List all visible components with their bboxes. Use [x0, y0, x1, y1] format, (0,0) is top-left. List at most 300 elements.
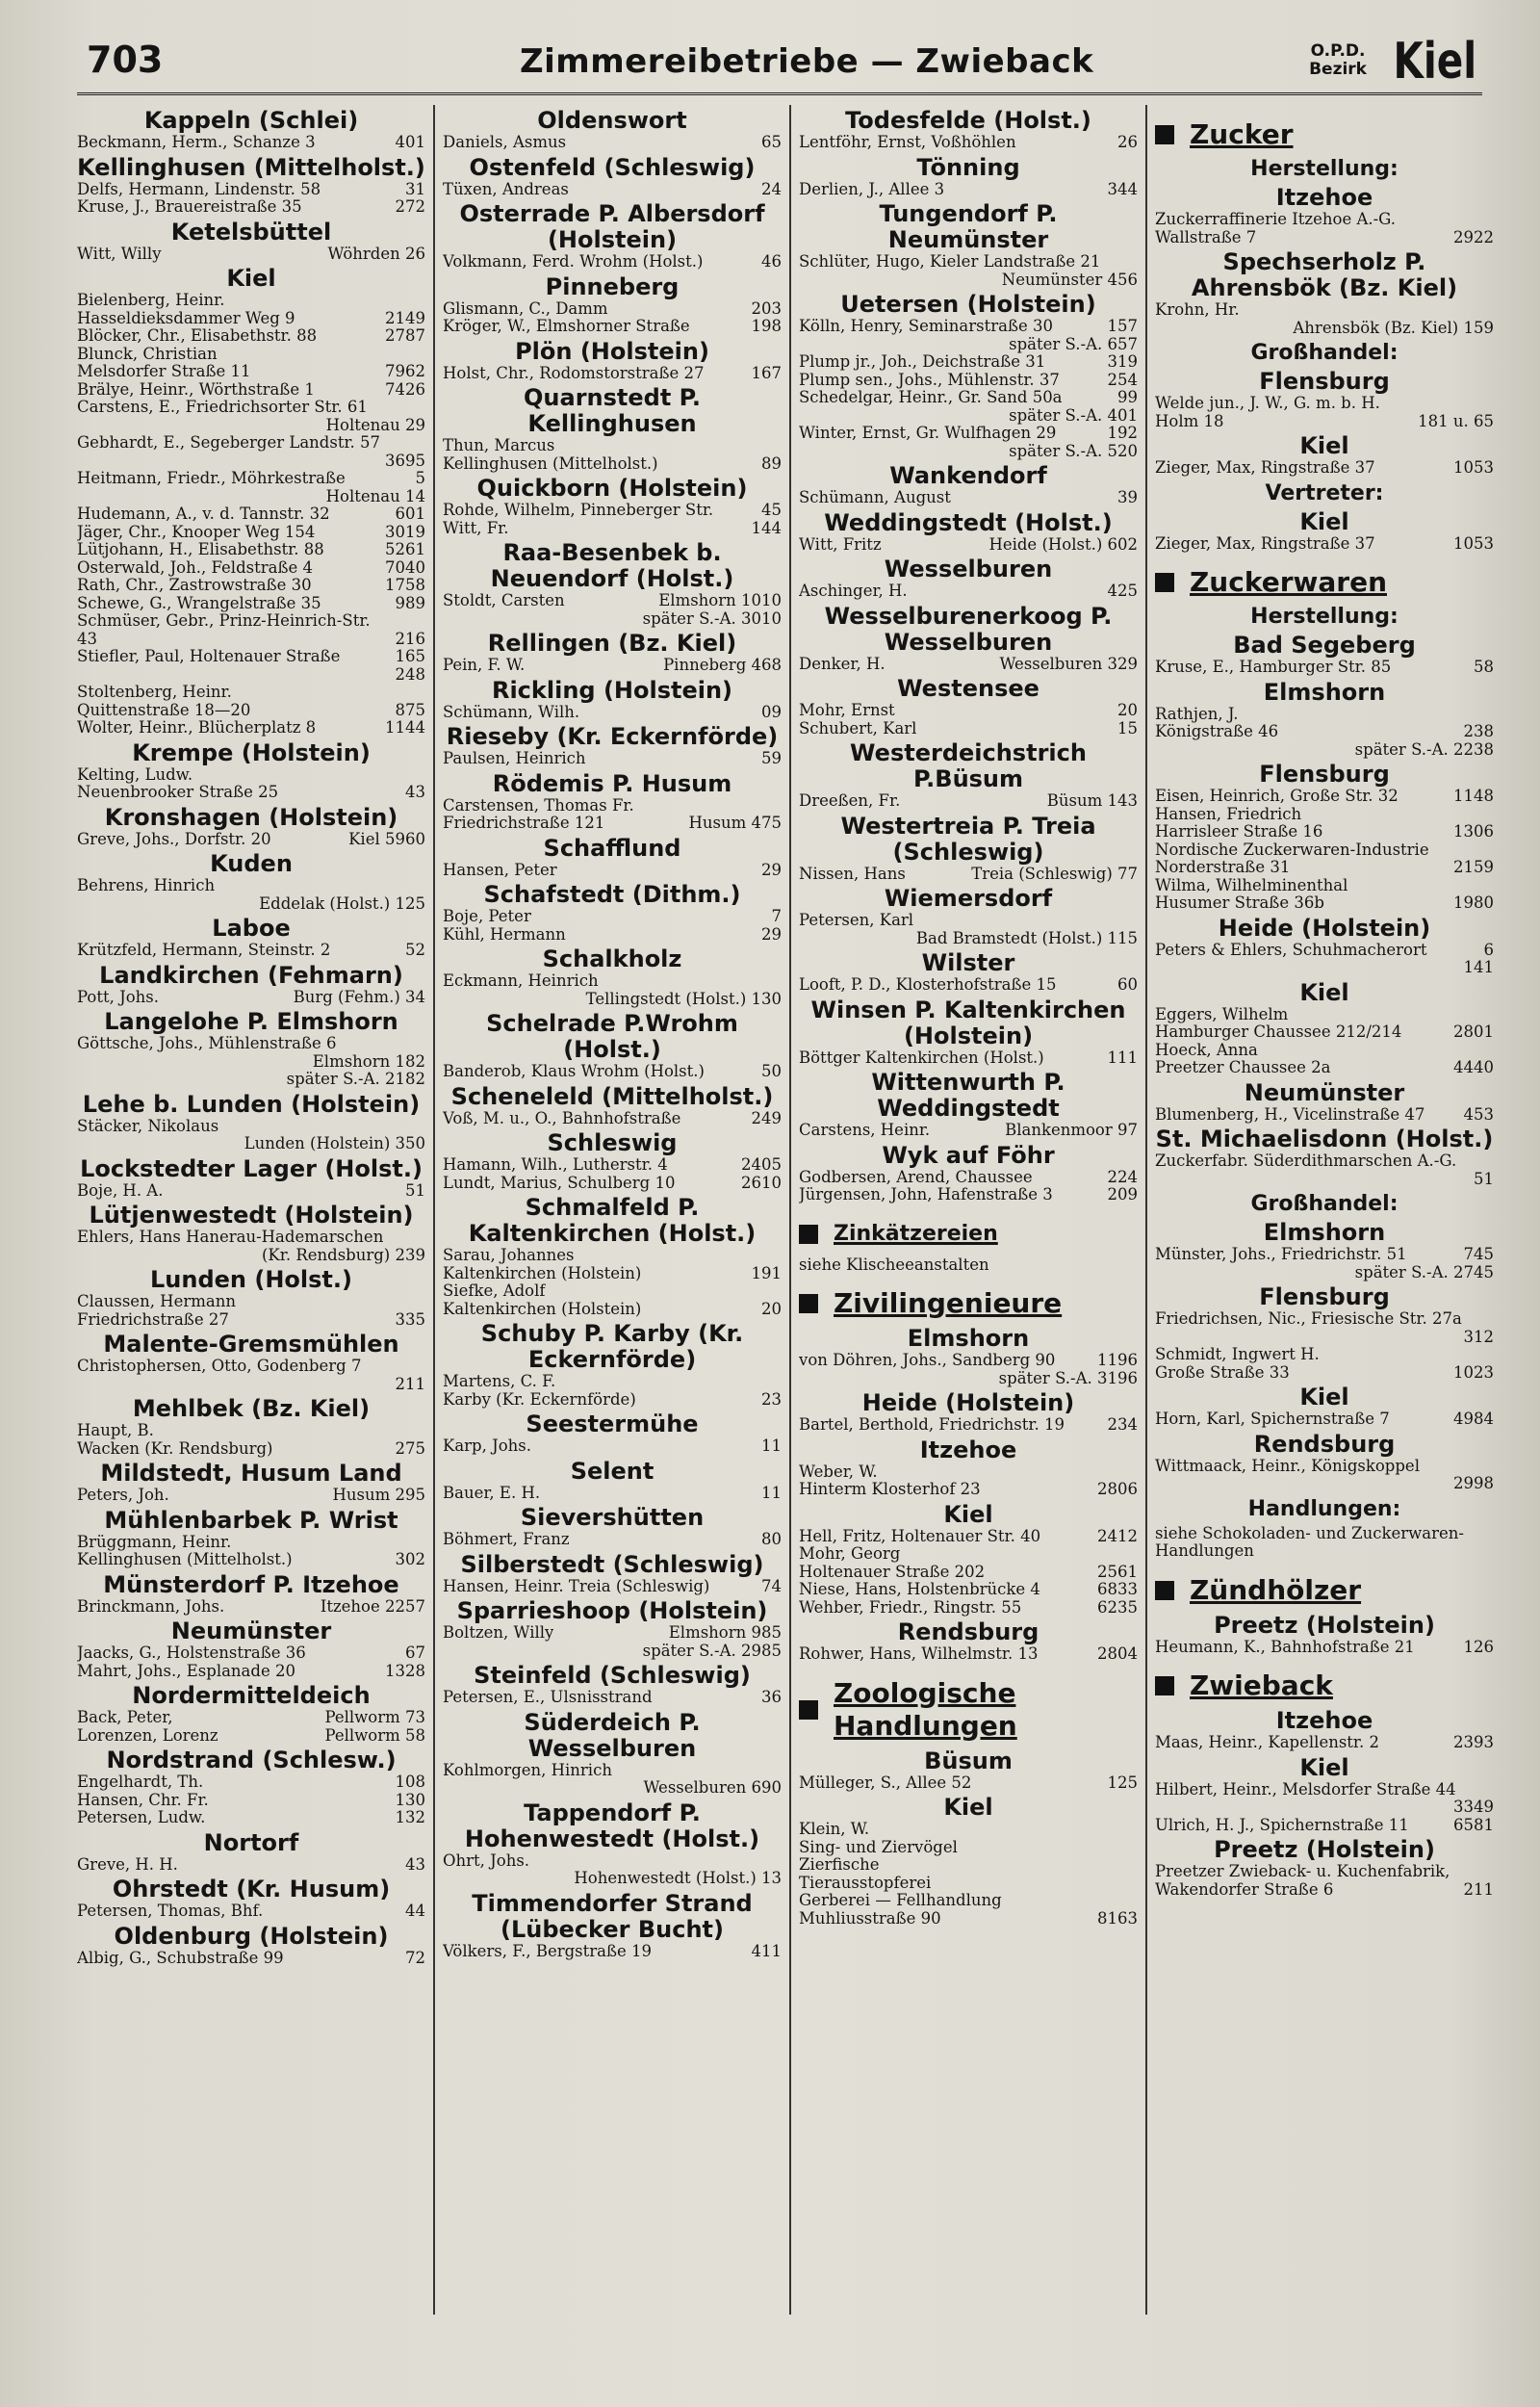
listing-entry: [1155, 706, 1494, 724]
entry-name: Preetzer Zwieback- u. Kuchenfabrik,: [1155, 1863, 1450, 1880]
section-bullet-icon: [799, 1700, 818, 1720]
entry-phone: 191: [751, 1263, 782, 1282]
place-heading: Mehlbek (Bz. Kiel): [132, 1395, 371, 1422]
entry-phone: 89: [761, 453, 782, 473]
entry-name: Weber, W.: [799, 1462, 878, 1481]
entry-name: Nordische Zuckerwaren-Industrie: [1155, 841, 1429, 859]
place-heading: Rieseby (Kr. Eckernförde): [446, 723, 779, 750]
entry-phone: 144: [751, 518, 782, 537]
listing-entry: [77, 1440, 425, 1459]
entry-name: Zieger, Max, Ringstraße 37: [1155, 534, 1375, 553]
entry-name: Ohrt, Johs.: [443, 1851, 530, 1870]
listing-entry: [1155, 823, 1494, 841]
listing-entry: [1155, 211, 1494, 229]
entry-phone: 1980: [1453, 893, 1494, 912]
entry-phone: [778, 437, 782, 455]
listing-entry: [77, 831, 425, 849]
entry-phone: [1134, 1545, 1138, 1564]
entry-phone: Wöhrden 26: [327, 244, 425, 263]
entry-phone: 401: [395, 133, 425, 151]
section-title: Zuckerwaren: [1190, 566, 1387, 598]
entry-phone: [422, 1358, 425, 1376]
entry-name: Eisen, Heinrich, Große Str. 32: [1155, 788, 1399, 805]
entry-phone: [422, 1229, 425, 1247]
entry-name: Wacken (Kr. Rendsburg): [77, 1439, 273, 1458]
entry-phone: [1490, 877, 1494, 895]
entry-name: Melsdorfer Straße 11: [77, 363, 251, 380]
place-heading: Itzehoe: [1275, 1707, 1373, 1734]
place-heading: Mildstedt, Husum Land: [100, 1460, 402, 1487]
place-heading: Laboe: [212, 915, 291, 942]
entry-phone: [1490, 211, 1494, 229]
place-heading: Kuden: [210, 850, 293, 877]
listing-entry: [799, 1856, 1138, 1875]
entry-phone: 1328: [385, 1661, 425, 1680]
entry-phone: [422, 1035, 425, 1053]
entry-phone: [1490, 1152, 1494, 1171]
place-heading: Quarnstedt P. Kellinghusen: [524, 384, 701, 437]
entry-name: Hell, Fritz, Holtenauer Str. 40: [799, 1527, 1041, 1545]
listing-entry: [77, 1487, 425, 1505]
entry-phone: 2806: [1097, 1480, 1138, 1498]
place-heading: Lütjenwestedt (Holstein): [89, 1202, 414, 1229]
listing-entry: [1155, 1475, 1494, 1493]
listing-entry: [1155, 894, 1494, 913]
listing-entry: [1155, 942, 1494, 960]
entry-name: Gerberei — Fellhandlung: [799, 1892, 1002, 1909]
listing-entry: [799, 1774, 1138, 1793]
entry-name: Godbersen, Arend, Chaussee: [799, 1168, 1033, 1186]
listing-entry: [77, 1182, 425, 1201]
entry-phone: [1134, 912, 1138, 930]
entry-name: Friedrichstraße 27: [77, 1310, 229, 1329]
columns: [77, 105, 1494, 2315]
entry-phone: 1148: [1453, 787, 1494, 805]
entry-phone: 45: [761, 501, 782, 519]
listing-entry: [77, 524, 425, 542]
entry-phone: 2801: [1453, 1022, 1494, 1041]
entry-phone: 249: [751, 1108, 782, 1127]
place-heading: Schleswig: [547, 1129, 678, 1156]
entry-phone: 11: [761, 1483, 782, 1502]
page-title: Zimmereibetriebe — Zwieback: [520, 42, 1094, 81]
listing-entry: [799, 1186, 1138, 1204]
entry-name: Welde jun., J. W., G. m. b. H.: [1155, 395, 1380, 412]
entry-phone: Neumünster 456: [1001, 270, 1138, 289]
listing-entry: [77, 453, 425, 471]
entry-phone: [1134, 1256, 1138, 1275]
entry-phone: Treia (Schleswig) 77: [971, 864, 1138, 883]
place-heading: Lehe b. Lunden (Holstein): [82, 1090, 421, 1118]
subsection-heading: Großhandel:: [1250, 341, 1399, 365]
entry-phone: 335: [395, 1309, 425, 1329]
entry-name: Hinterm Klosterhof 23: [799, 1481, 981, 1498]
listing-entry: [1155, 1881, 1494, 1900]
region-label: [1309, 42, 1367, 79]
place-heading: Wittenwurth P. Weddingstedt: [871, 1069, 1065, 1122]
entry-phone: Kiel 5960: [348, 829, 425, 848]
section-title: Zinkätzereien: [834, 1221, 998, 1246]
listing-entry: [443, 797, 782, 815]
listing-entry: [443, 318, 782, 336]
place-heading: Schelrade P.Wrohm (Holst.): [486, 1010, 738, 1063]
listing-entry: [1155, 1458, 1494, 1476]
entry-phone: Hohenwestedt (Holst.) 13: [574, 1869, 782, 1887]
entry-name: Wehber, Friedr., Ringstr. 55: [799, 1598, 1022, 1617]
entry-name: Lundt, Marius, Schulberg 10: [443, 1174, 676, 1192]
listing-entry: [1155, 859, 1494, 877]
entry-name: Denker, H.: [799, 655, 886, 673]
listing-entry: [1155, 301, 1494, 320]
listing-entry: [77, 1534, 425, 1552]
place-heading: Selent: [570, 1457, 654, 1485]
place-heading: Langelohe P. Elmshorn: [104, 1008, 398, 1035]
listing-entry: [443, 1578, 782, 1596]
entry-phone: Itzehoe 2257: [320, 1596, 425, 1616]
entry-phone: [422, 1118, 425, 1136]
entry-phone: 5261: [385, 540, 425, 558]
entry-phone: später S.-A. 520: [1009, 441, 1138, 460]
entry-phone: 43: [405, 783, 425, 801]
entry-phone: 7: [771, 907, 782, 925]
place-heading: Flensburg: [1259, 1283, 1390, 1310]
subsection-heading: Herstellung:: [1250, 157, 1399, 181]
entry-name: Petersen, Ludw.: [77, 1809, 206, 1826]
entry-phone: 2998: [1453, 1474, 1494, 1492]
listing-entry: [77, 895, 425, 914]
place-heading: Rickling (Holstein): [491, 676, 733, 704]
place-heading: Seestermühe: [526, 1411, 699, 1437]
listing-entry: [77, 310, 425, 328]
entry-name: Norderstraße 31: [1155, 859, 1291, 876]
entry-phone: 09: [761, 702, 782, 721]
entry-name: Petersen, Karl: [799, 912, 914, 929]
entry-name: Kühl, Hermann: [443, 925, 566, 944]
place-heading: Mühlenbarbek P. Wrist: [104, 1506, 398, 1534]
region-city: Kiel: [1393, 33, 1476, 91]
entry-phone: 51: [1474, 1169, 1494, 1188]
entry-phone: [778, 1373, 782, 1391]
place-heading: Kiel: [1299, 1753, 1349, 1781]
entry-phone: 52: [405, 941, 425, 959]
entry-phone: später S.-A. 2985: [642, 1641, 782, 1660]
entry-name: Göttsche, Johs., Mühlenstraße 6: [77, 1035, 337, 1052]
entry-name: Hasseldieksdammer Weg 9: [77, 309, 295, 327]
entry-phone: [1490, 706, 1494, 724]
listing-entry: [799, 720, 1138, 738]
listing-entry: [443, 1531, 782, 1549]
section-bullet-icon: [1155, 1676, 1174, 1695]
listing-entry: [1155, 841, 1494, 860]
listing-entry: [1155, 1042, 1494, 1060]
entry-phone: Husum 295: [332, 1486, 425, 1504]
listing-entry: [799, 489, 1138, 507]
listing-entry: [1155, 320, 1494, 338]
entry-phone: [1490, 1042, 1494, 1060]
place-heading: Steinfeld (Schleswig): [474, 1662, 751, 1689]
listing-entry: [799, 336, 1138, 354]
page-number: 703: [87, 39, 164, 81]
place-heading: St. Michaelisdonn (Holst.): [1155, 1126, 1494, 1152]
entry-phone: 248: [395, 664, 425, 684]
entry-name: Petersen, E., Ulsnisstrand: [443, 1689, 653, 1706]
entry-phone: 29: [761, 860, 782, 879]
listing-entry: [443, 502, 782, 520]
entry-name: Bauer, E. H.: [443, 1484, 541, 1502]
entry-phone: 5: [415, 469, 425, 487]
listing-entry: [443, 1373, 782, 1391]
entry-name: 43: [77, 630, 97, 648]
entry-phone: Elmshorn 1010: [658, 591, 782, 609]
entry-phone: [1134, 1856, 1138, 1875]
listing-entry: [77, 134, 425, 152]
place-heading: Bad Segeberg: [1233, 632, 1416, 659]
entry-phone: 254: [1107, 370, 1138, 389]
entry-name: Schmüser, Gebr., Prinz-Heinrich-Str.: [77, 612, 371, 630]
entry-phone: [1490, 301, 1494, 320]
listing-entry: [77, 989, 425, 1007]
entry-phone: 157: [1107, 317, 1138, 335]
listing-entry: [1155, 1310, 1494, 1329]
entry-phone: [1490, 1006, 1494, 1024]
entry-phone: [778, 1852, 782, 1871]
listing-entry: [77, 1135, 425, 1153]
entry-phone: 1053: [1453, 458, 1494, 477]
entry-name: Böttger Kaltenkirchen (Holst.): [799, 1048, 1044, 1067]
entry-name: Tierausstopferei: [799, 1874, 932, 1892]
entry-phone: 72: [405, 1948, 425, 1967]
entry-phone: [422, 292, 425, 310]
place-heading: Wiemersdorf: [884, 885, 1053, 912]
entry-phone: 6: [1483, 940, 1494, 959]
listing-entry: [77, 666, 425, 685]
entry-phone: [422, 877, 425, 895]
entry-name: Martens, C. F.: [443, 1373, 556, 1390]
entry-name: Krützfeld, Hermann, Steinstr. 2: [77, 942, 331, 959]
entry-phone: 46: [761, 252, 782, 271]
entry-phone: 24: [761, 179, 782, 198]
listing-entry: [443, 750, 782, 768]
entry-name: Sing- und Ziervögel: [799, 1838, 958, 1856]
entry-phone: später S.-A. 3196: [998, 1368, 1138, 1387]
entry-name: Plump sen., Johs., Mühlenstr. 37: [799, 371, 1060, 389]
listing-entry: [1155, 1346, 1494, 1364]
entry-name: Handlungen: [1155, 1542, 1254, 1560]
entry-name: Zieger, Max, Ringstraße 37: [1155, 459, 1375, 477]
entry-name: Schmidt, Ingwert H.: [1155, 1346, 1320, 1363]
entry-phone: später S.-A. 2238: [1354, 739, 1494, 759]
entry-phone: [778, 797, 782, 815]
place-heading: Westensee: [897, 675, 1040, 702]
listing-entry: [799, 1545, 1138, 1564]
listing-entry: [1155, 1525, 1494, 1543]
entry-phone: [422, 1293, 425, 1311]
entry-name: Greve, Johs., Dorfstr. 20: [77, 830, 271, 848]
listing-entry: [443, 657, 782, 675]
entry-phone: [1490, 1525, 1494, 1543]
section-heading: [1155, 1574, 1494, 1607]
entry-name: Hudemann, A., v. d. Tannstr. 32: [77, 505, 330, 523]
place-heading: Ostenfeld (Schleswig): [469, 153, 756, 181]
section-bullet-icon: [1155, 125, 1174, 144]
entry-name: Preetzer Chaussee 2a: [1155, 1059, 1331, 1076]
entry-name: Zuckerraffinerie Itzehoe A.-G.: [1155, 211, 1397, 228]
listing-entry: [443, 181, 782, 199]
section-heading: [799, 1287, 1138, 1320]
entry-name: Witt, Willy: [77, 245, 162, 263]
entry-phone: Pinneberg 468: [663, 656, 782, 674]
column-3: [789, 105, 1145, 2315]
entry-name: Hamann, Wilh., Lutherstr. 4: [443, 1156, 668, 1174]
entry-phone: 224: [1107, 1167, 1138, 1186]
entry-phone: 1023: [1453, 1362, 1494, 1382]
entry-name: Münster, Johs., Friedrichstr. 51: [1155, 1246, 1407, 1263]
entry-phone: 319: [1107, 352, 1138, 371]
entry-phone: 192: [1107, 424, 1138, 442]
entry-phone: später S.-A. 2745: [1354, 1262, 1494, 1281]
section-heading: [799, 1677, 1138, 1743]
listing-entry: [77, 1293, 425, 1311]
entry-phone: [778, 1247, 782, 1265]
listing-entry: [77, 292, 425, 310]
listing-entry: [1155, 1152, 1494, 1171]
entry-name: Banderob, Klaus Wrohm (Holst.): [443, 1063, 705, 1080]
entry-phone: [1490, 1346, 1494, 1364]
listing-entry: [77, 559, 425, 578]
listing-entry: [799, 1875, 1138, 1893]
place-heading: Kiel: [1299, 1384, 1349, 1411]
listing-entry: [799, 912, 1138, 930]
entry-name: Carstens, E., Friedrichsorter Str. 61: [77, 399, 368, 416]
place-heading: Itzehoe: [1275, 184, 1373, 211]
place-heading: Winsen P. Kaltenkirchen (Holstein): [810, 996, 1126, 1049]
entry-phone: 8163: [1097, 1908, 1138, 1928]
listing-entry: [799, 353, 1138, 372]
entry-phone: 875: [395, 700, 425, 719]
entry-name: Mohr, Georg: [799, 1545, 901, 1563]
place-heading: Preetz (Holstein): [1214, 1836, 1435, 1863]
listing-entry: [1155, 535, 1494, 554]
entry-name: Derlien, J., Allee 3: [799, 180, 945, 198]
place-heading: Kiel: [1299, 432, 1349, 459]
entry-phone: 2610: [741, 1173, 782, 1192]
entry-name: Petersen, Thomas, Bhf.: [77, 1902, 264, 1920]
listing-entry: [77, 470, 425, 488]
listing-entry: [77, 1071, 425, 1089]
section-title: Zivilingenieure: [834, 1287, 1063, 1319]
listing-entry: [799, 656, 1138, 674]
entry-name: Maas, Heinr., Kapellenstr. 2: [1155, 1734, 1379, 1751]
listing-entry: [77, 648, 425, 666]
listing-entry: [1155, 1799, 1494, 1817]
listing-entry: [1155, 659, 1494, 677]
entry-name: Husumer Straße 36b: [1155, 894, 1324, 912]
listing-entry: [77, 381, 425, 400]
entry-phone: 39: [1117, 488, 1138, 506]
listing-entry: [443, 815, 782, 833]
entry-name: Siefke, Adolf: [443, 1282, 546, 1300]
entry-name: Wittmaack, Heinr., Königskoppel: [1155, 1457, 1420, 1475]
listing-entry: [799, 1049, 1138, 1068]
entry-phone: 4440: [1453, 1058, 1494, 1076]
place-heading: Heide (Holstein): [1218, 914, 1431, 942]
section-title: Zündhölzer: [1190, 1573, 1362, 1606]
listing-entry: [77, 246, 425, 264]
entry-name: Glismann, C., Damm: [443, 299, 608, 318]
place-heading: Preetz (Holstein): [1214, 1611, 1435, 1639]
entry-phone: 51: [405, 1180, 425, 1200]
place-heading: Tappendorf P. Hohenwestedt (Holst.): [464, 1799, 760, 1852]
listing-entry: [799, 976, 1138, 995]
entry-phone: 4984: [1453, 1410, 1494, 1428]
entry-phone: Pellworm 73: [324, 1708, 425, 1726]
entry-name: Lentföhr, Ernst, Voßhöhlen: [799, 134, 1016, 151]
listing-entry: [443, 1175, 782, 1193]
listing-entry: [77, 942, 425, 960]
entry-phone: später S.-A. 3010: [642, 608, 782, 628]
place-heading: Schmalfeld P. Kaltenkirchen (Holst.): [468, 1194, 757, 1247]
place-heading: Flensburg: [1259, 761, 1390, 788]
entry-phone: 141: [1463, 958, 1494, 976]
listing-entry: [77, 198, 425, 217]
place-heading: Süderdeich P. Wesselburen: [524, 1708, 701, 1762]
entry-name: Gebhardt, E., Segeberger Landstr. 57: [77, 434, 381, 452]
entry-phone: 238: [1463, 722, 1494, 740]
listing-entry: [77, 1376, 425, 1394]
place-heading: Itzehoe: [919, 1436, 1017, 1463]
entry-phone: 216: [395, 629, 425, 648]
subsection-heading: Großhandel:: [1250, 1192, 1399, 1216]
entry-phone: 275: [395, 1438, 425, 1458]
entry-name: Carstensen, Thomas Fr.: [443, 796, 634, 815]
place-heading: Wesselburenerkoog P. Wesselburen: [824, 602, 1113, 656]
listing-entry: [1155, 959, 1494, 977]
listing-entry: [1155, 1639, 1494, 1657]
listing-entry: [77, 684, 425, 702]
listing-entry: [443, 1689, 782, 1707]
entry-phone: 2561: [1097, 1562, 1138, 1581]
place-heading: Ohrstedt (Kr. Husum): [112, 1876, 391, 1902]
listing-entry: [443, 1779, 782, 1798]
place-heading: Sparrieshoop (Holstein): [456, 1597, 768, 1624]
entry-name: Christophersen, Otto, Godenberg 7: [77, 1358, 362, 1375]
listing-entry: [799, 407, 1138, 426]
entry-name: Rath, Chr., Zastrowstraße 30: [77, 577, 312, 594]
entry-phone: (Kr. Rendsburg) 239: [262, 1245, 425, 1264]
listing-entry: [799, 1352, 1138, 1370]
entry-name: Schümann, August: [799, 489, 951, 506]
listing-entry: [77, 1773, 425, 1792]
listing-entry: [799, 134, 1138, 152]
entry-phone: 203: [751, 298, 782, 318]
listing-entry: [77, 1053, 425, 1072]
listing-entry: [77, 417, 425, 435]
entry-name: Wolter, Heinr., Blücherplatz 8: [77, 719, 317, 737]
listing-entry: [799, 1256, 1138, 1275]
column-2: [433, 105, 789, 2315]
entry-name: Klein, W.: [799, 1821, 870, 1838]
listing-entry: [443, 365, 782, 383]
place-heading: Schafstedt (Dithm.): [483, 881, 741, 908]
place-heading: Pinneberg: [545, 272, 680, 300]
entry-phone: Elmshorn 985: [668, 1623, 782, 1642]
entry-name: Behrens, Hinrich: [77, 877, 216, 894]
entry-name: Wilma, Wilhelminenthal: [1155, 876, 1348, 894]
entry-name: Blunck, Christian: [77, 345, 218, 363]
listing-entry: [77, 1118, 425, 1136]
listing-entry: [799, 253, 1138, 272]
entry-name: Krohn, Hr.: [1155, 301, 1240, 319]
